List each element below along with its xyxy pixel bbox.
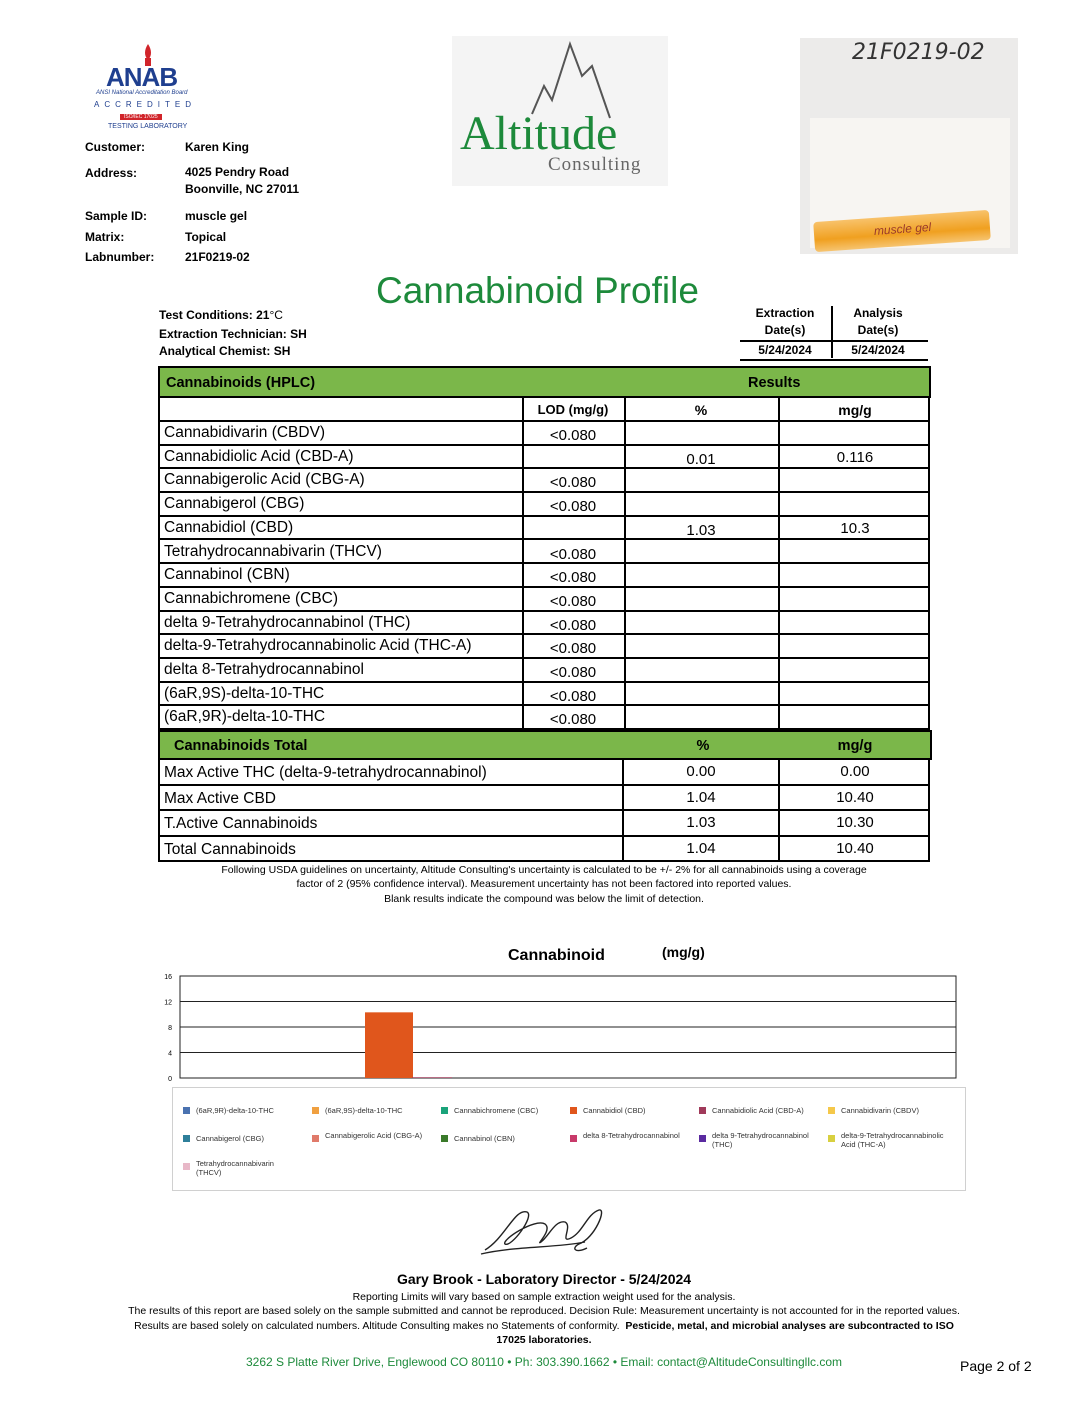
table-row <box>160 541 928 565</box>
legend-swatch <box>183 1163 190 1170</box>
results-label: Results <box>748 375 801 391</box>
extraction-technician: Extraction Technician: SH <box>159 327 307 341</box>
column-divider <box>778 398 780 730</box>
y-tick-label: 4 <box>168 1050 172 1058</box>
table-row <box>160 446 928 470</box>
totals-column-divider <box>778 760 780 862</box>
extraction-date: 5/24/2024 <box>758 343 812 357</box>
matrix-label: Matrix: <box>85 230 125 244</box>
compound-name: delta-9-Tetrahydrocannabinolic Acid (THC-A) <box>164 637 472 655</box>
total-percent: 1.03 <box>686 814 716 831</box>
totals-row <box>160 760 928 786</box>
cannabinoid-bar-chart <box>150 966 970 1086</box>
total-percent: 0.00 <box>686 763 716 780</box>
table-row <box>160 564 928 588</box>
legend-label: delta 9-Tetrahydrocannabinol (THC) <box>712 1131 809 1149</box>
table-row <box>160 659 928 683</box>
legend-swatch <box>699 1135 706 1142</box>
footer-line-1: Reporting Limits will vary based on sample extraction weight used for the analysis. <box>352 1291 736 1303</box>
totals-header <box>158 730 932 760</box>
legend-label: Cannabidiol (CBD) <box>583 1106 646 1115</box>
table-row <box>160 635 928 659</box>
total-mgg: 10.40 <box>836 839 874 857</box>
legend-swatch <box>828 1135 835 1142</box>
altitude-name: Altitude <box>460 107 618 160</box>
chart-bar <box>412 1077 452 1078</box>
analytical-chemist: Analytical Chemist: SH <box>159 344 291 358</box>
col-mgg-header: mg/g <box>838 402 872 418</box>
totals-row <box>160 811 928 837</box>
total-mgg: 10.30 <box>836 814 874 831</box>
lod-value: <0.080 <box>549 640 597 658</box>
total-mgg: 0.00 <box>840 763 870 780</box>
legend-swatch <box>828 1107 835 1114</box>
compound-name: Tetrahydrocannabivarin (THCV) <box>164 542 382 560</box>
altitude-sub: Consulting <box>548 154 642 175</box>
legend-label: Cannabidivarin (CBDV) <box>841 1106 919 1115</box>
lod-value: <0.080 <box>549 616 597 634</box>
legend-label: delta-9-Tetrahydrocannabinolic Acid (THC-A) <box>841 1131 944 1149</box>
lod-value: <0.080 <box>549 687 597 705</box>
extraction-header-2: Date(s) <box>764 323 806 337</box>
mgg-value: 0.116 <box>836 448 874 466</box>
lod-value: <0.080 <box>549 498 597 516</box>
column-divider <box>522 398 524 730</box>
anab-testing: TESTING LABORATORY <box>108 123 188 130</box>
lod-value: <0.080 <box>549 427 597 444</box>
footer-line-3 <box>0 1320 1088 1332</box>
footer-line-3-normal: Results are based solely on calculated numbers. Altitude Consulting makes no Statements of conformity. <box>134 1320 620 1332</box>
anab-iso: ISO/IEC 17025 <box>120 114 162 120</box>
total-name: T.Active Cannabinoids <box>164 815 318 832</box>
table-row <box>160 493 928 517</box>
compound-name: delta 8-Tetrahydrocannabinol <box>164 661 364 678</box>
sample-id-value: muscle gel <box>185 209 248 223</box>
extraction-header-1: Extraction <box>755 306 815 320</box>
signature-mark <box>475 1198 615 1262</box>
uncertainty-note-1: Following USDA guidelines on uncertainty, Altitude Consulting's uncertainty is calculated to be +/- 2% for all cannabinoids using a coverage <box>221 864 867 876</box>
anab-logo <box>88 42 208 134</box>
totals-column-divider <box>622 760 624 862</box>
sample-photo <box>800 38 1018 254</box>
legend-swatch <box>570 1135 577 1142</box>
analysis-header-1: Analysis <box>853 306 903 320</box>
y-tick-label: 0 <box>168 1076 172 1083</box>
compound-name: Cannabidivarin (CBDV) <box>164 424 326 441</box>
test-conditions-prefix: Test Conditions: 21 <box>159 308 270 322</box>
legend-label: Cannabichromene (CBC) <box>454 1106 539 1115</box>
matrix-value: Topical <box>185 230 227 244</box>
photo-label: 21F0219-02 <box>852 40 985 65</box>
totals-row <box>160 786 928 812</box>
footer-line-3-bold: Pesticide, metal, and microbial analyses are subcontracted to ISO <box>625 1320 954 1332</box>
compound-name: Cannabidiol (CBD) <box>164 518 294 536</box>
blank-results-note: Blank results indicate the compound was below the limit of detection. <box>384 893 704 905</box>
percent-value: 0.01 <box>686 450 716 468</box>
mgg-value: 10.3 <box>840 519 870 537</box>
compound-name: (6aR,9S)-delta-10-THC <box>164 684 325 702</box>
compound-name: delta 9-Tetrahydrocannabinol (THC) <box>164 613 411 631</box>
legend-label: Cannabigerol (CBG) <box>196 1134 264 1143</box>
legend-swatch <box>570 1107 577 1114</box>
legend-swatch <box>441 1107 448 1114</box>
table-section-header <box>158 366 931 398</box>
legend-label: (6aR,9S)-delta-10-THC <box>325 1106 403 1115</box>
compound-name: (6aR,9R)-delta-10-THC <box>164 708 326 726</box>
total-name: Max Active CBD <box>164 789 276 807</box>
analysis-header-2: Date(s) <box>857 323 899 337</box>
compound-name: Cannabidiolic Acid (CBD-A) <box>164 447 354 465</box>
total-name: Max Active THC (delta-9-tetrahydrocannabinol) <box>164 764 487 781</box>
total-percent: 1.04 <box>686 839 716 857</box>
uncertainty-note-2: factor of 2 (95% confidence interval). Measurement uncertainty has not been factored into reported values. <box>296 878 792 890</box>
anab-brand: ANAB <box>106 62 178 92</box>
y-tick-label: 12 <box>164 999 172 1007</box>
director-signature-line: Gary Brook - Laboratory Director - 5/24/2024 <box>396 1271 692 1287</box>
dates-rule-bottom <box>740 359 928 361</box>
compound-name: Cannabichromene (CBC) <box>164 589 339 607</box>
totals-pct-header: % <box>696 738 710 754</box>
legend-swatch <box>699 1107 706 1114</box>
compound-name: Cannabigerol (CBG) <box>164 495 305 513</box>
total-mgg: 10.40 <box>836 788 874 806</box>
legend-label: Cannabidiolic Acid (CBD-A) <box>712 1106 804 1115</box>
address-label: Address: <box>85 166 138 180</box>
lod-value: <0.080 <box>549 474 597 492</box>
test-conditions-unit: °C <box>269 308 283 322</box>
lod-value: <0.080 <box>549 664 597 681</box>
legend-label: Cannabinol (CBN) <box>454 1134 515 1143</box>
y-tick-label: 16 <box>164 974 172 981</box>
legend-swatch <box>312 1135 319 1142</box>
vial-label: muscle gel <box>873 219 932 238</box>
test-conditions <box>159 308 283 322</box>
cannabinoid-table <box>158 398 930 862</box>
page-title: Cannabinoid Profile <box>376 270 699 311</box>
section-label: Cannabinoids (HPLC) <box>166 375 316 391</box>
chart-legend <box>172 1087 966 1191</box>
address-line2: Boonville, NC 27011 <box>185 182 300 196</box>
table-row <box>160 706 928 730</box>
lod-value: <0.080 <box>549 592 597 610</box>
totals-mgg-header: mg/g <box>837 738 873 754</box>
footer-line-2: The results of this report are based solely on the sample submitted and cannot be reproduced. Decision Rule: Measurement uncertainty is not accounted for in the reported values. <box>128 1305 960 1317</box>
page-number: Page 2 of 2 <box>960 1358 1032 1374</box>
percent-value: 1.03 <box>686 521 716 539</box>
anab-line1: ANSI National Accreditation Board <box>96 90 188 96</box>
chart-unit: (mg/g) <box>662 944 705 960</box>
total-name: Total Cannabinoids <box>164 840 296 858</box>
lod-value: <0.080 <box>549 545 597 563</box>
sample-id-label: Sample ID: <box>85 209 148 223</box>
customer-label: Customer: <box>85 140 146 154</box>
totals-row <box>160 837 928 863</box>
totals-label: Cannabinoids Total <box>174 738 308 754</box>
labnumber-label: Labnumber: <box>85 250 155 264</box>
table-row <box>160 588 928 612</box>
legend-label: delta 8-Tetrahydrocannabinol <box>583 1131 680 1140</box>
column-divider <box>624 398 626 730</box>
footer-line-4: 17025 laboratories. <box>496 1334 592 1346</box>
total-percent: 1.04 <box>686 788 716 806</box>
col-lod-header: LOD (mg/g) <box>537 402 609 417</box>
compound-name: Cannabinol (CBN) <box>164 566 290 584</box>
legend-label: (6aR,9R)-delta-10-THC <box>196 1106 274 1115</box>
legend-swatch <box>183 1135 190 1142</box>
legend-swatch <box>183 1107 190 1114</box>
table-row <box>160 683 928 707</box>
y-tick-label: 8 <box>168 1025 172 1032</box>
table-row <box>160 422 928 446</box>
compound-name: Cannabigerolic Acid (CBG-A) <box>164 471 365 489</box>
legend-label: Cannabigerolic Acid (CBG-A) <box>325 1131 423 1140</box>
table-row <box>160 612 928 636</box>
customer-value: Karen King <box>185 140 250 154</box>
legend-swatch <box>312 1107 319 1114</box>
chart-bar <box>365 1012 413 1078</box>
col-pct-header: % <box>694 402 708 418</box>
analysis-date: 5/24/2024 <box>851 343 905 357</box>
table-row <box>160 469 928 493</box>
labnumber-value: 21F0219-02 <box>185 250 250 264</box>
chart-title: Cannabinoid <box>508 947 605 964</box>
table-row <box>160 517 928 541</box>
lod-value: <0.080 <box>549 711 597 729</box>
lod-value: <0.080 <box>549 569 597 587</box>
contact-line: 3262 S Platte River Drive, Englewood CO 80110 • Ph: 303.390.1662 • Email: contact@AltitudeConsultingllc.com <box>245 1355 842 1369</box>
legend-label: Tetrahydrocannabivarin (THCV) <box>196 1159 274 1177</box>
address-line1: 4025 Pendry Road <box>185 165 290 179</box>
altitude-logo <box>452 36 668 186</box>
anab-accredited: ACCREDITED <box>94 100 197 109</box>
dates-rule-top <box>740 340 928 342</box>
legend-swatch <box>441 1135 448 1142</box>
